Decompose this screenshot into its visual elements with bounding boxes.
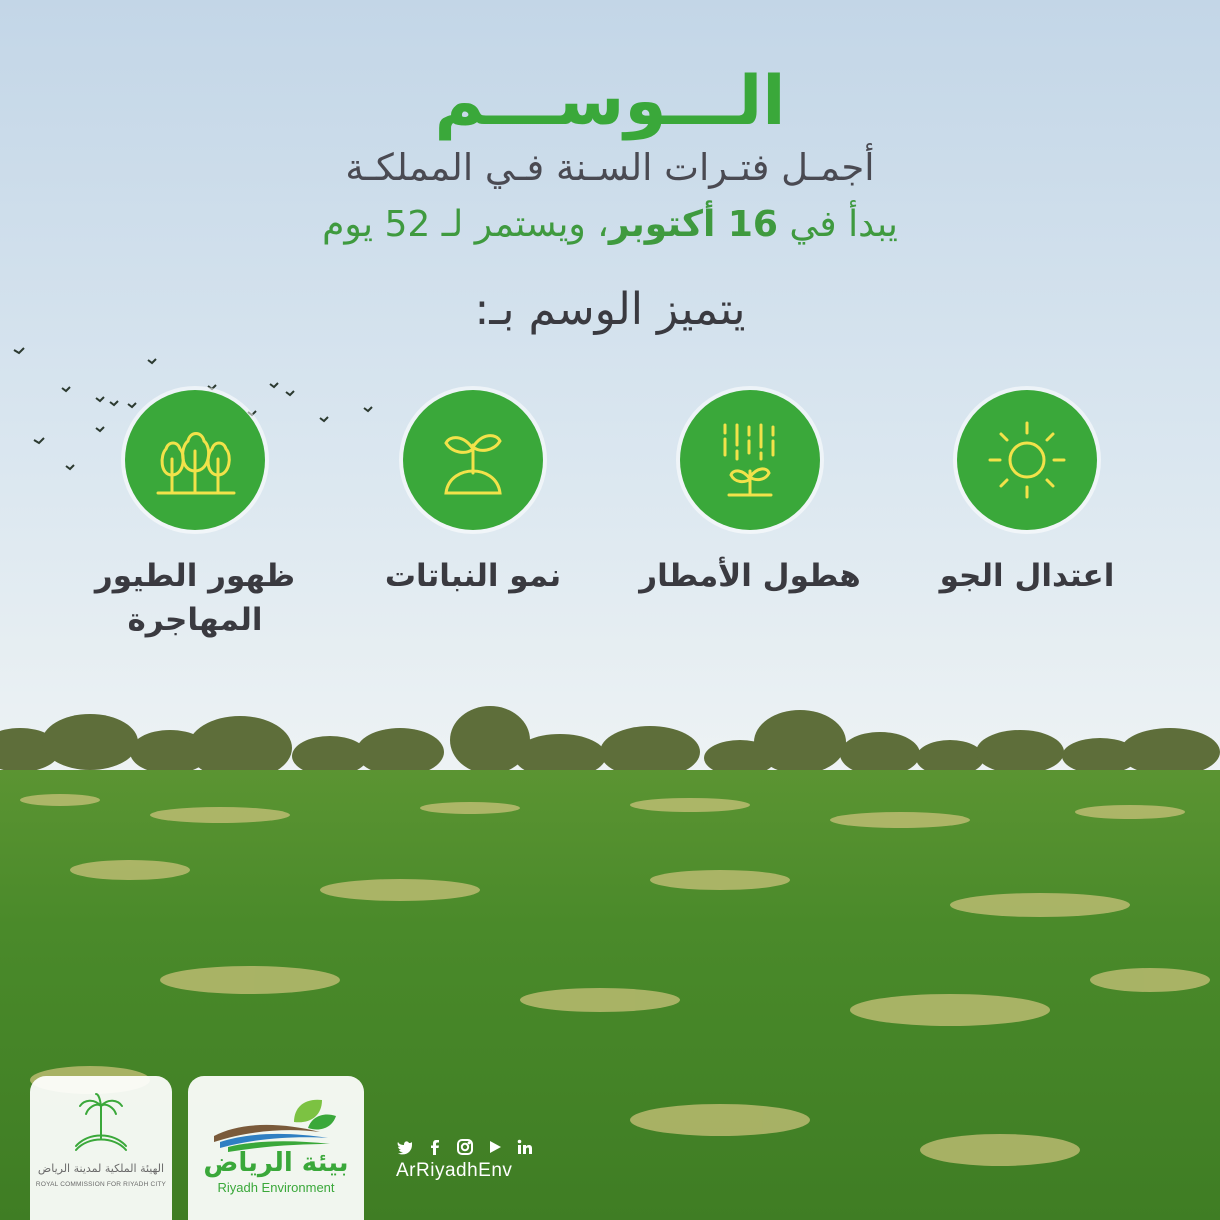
riyadh-environment-english-name: Riyadh Environment	[217, 1180, 335, 1195]
start-date: 16 أكتوبر	[608, 204, 778, 245]
royal-commission-arabic-name: الهيئة الملكية لمدينة الرياض	[37, 1162, 165, 1175]
feature-mild-weather	[877, 390, 1177, 598]
sprout-icon	[428, 415, 518, 505]
feature-label: اعتدال الجو	[939, 558, 1115, 594]
feature-badge	[403, 390, 543, 530]
linkedin-icon[interactable]	[516, 1138, 534, 1156]
sun-icon	[982, 415, 1072, 505]
riyadh-environment-arabic-name: بيئة الرياض	[203, 1148, 349, 1178]
feature-badge	[957, 390, 1097, 530]
social-links	[396, 1138, 534, 1156]
royal-commission-logo	[30, 1076, 172, 1220]
facebook-icon[interactable]	[426, 1138, 444, 1156]
palm-swords-emblem-icon	[68, 1092, 134, 1154]
start-prefix: يبدأ في	[789, 204, 898, 245]
feature-migratory-birds	[45, 390, 345, 642]
season-dates	[0, 204, 1220, 245]
twitter-icon[interactable]	[396, 1138, 414, 1156]
feature-badge	[680, 390, 820, 530]
leaves-waves-mark-icon	[210, 1092, 342, 1152]
feature-label: نمو النباتات	[384, 558, 562, 594]
feature-rainfall	[600, 390, 900, 598]
social-handle[interactable]: ArRiyadhEnv	[396, 1160, 513, 1181]
riyadh-environment-logo	[188, 1076, 364, 1220]
instagram-icon[interactable]	[456, 1138, 474, 1156]
trees-icon	[150, 415, 240, 505]
page-title: الـــوســـم	[434, 62, 786, 141]
features-intro: يتميز الوسم بـ:	[474, 284, 746, 335]
feature-plant-growth	[323, 390, 623, 598]
royal-commission-english-name: ROYAL COMMISSION FOR RIYADH CITY	[35, 1181, 167, 1188]
duration-text: ، ويستمر لـ 52 يوم	[322, 204, 609, 245]
feature-badge	[125, 390, 265, 530]
feature-label: ظهور الطيور المهاجرة	[94, 558, 296, 638]
subtitle: أجمـل فتـرات السـنة فـي المملكـة	[345, 146, 875, 189]
feature-label: هطول الأمطار	[639, 558, 861, 594]
rain-sprout-icon	[705, 415, 795, 505]
youtube-icon[interactable]	[486, 1138, 504, 1156]
